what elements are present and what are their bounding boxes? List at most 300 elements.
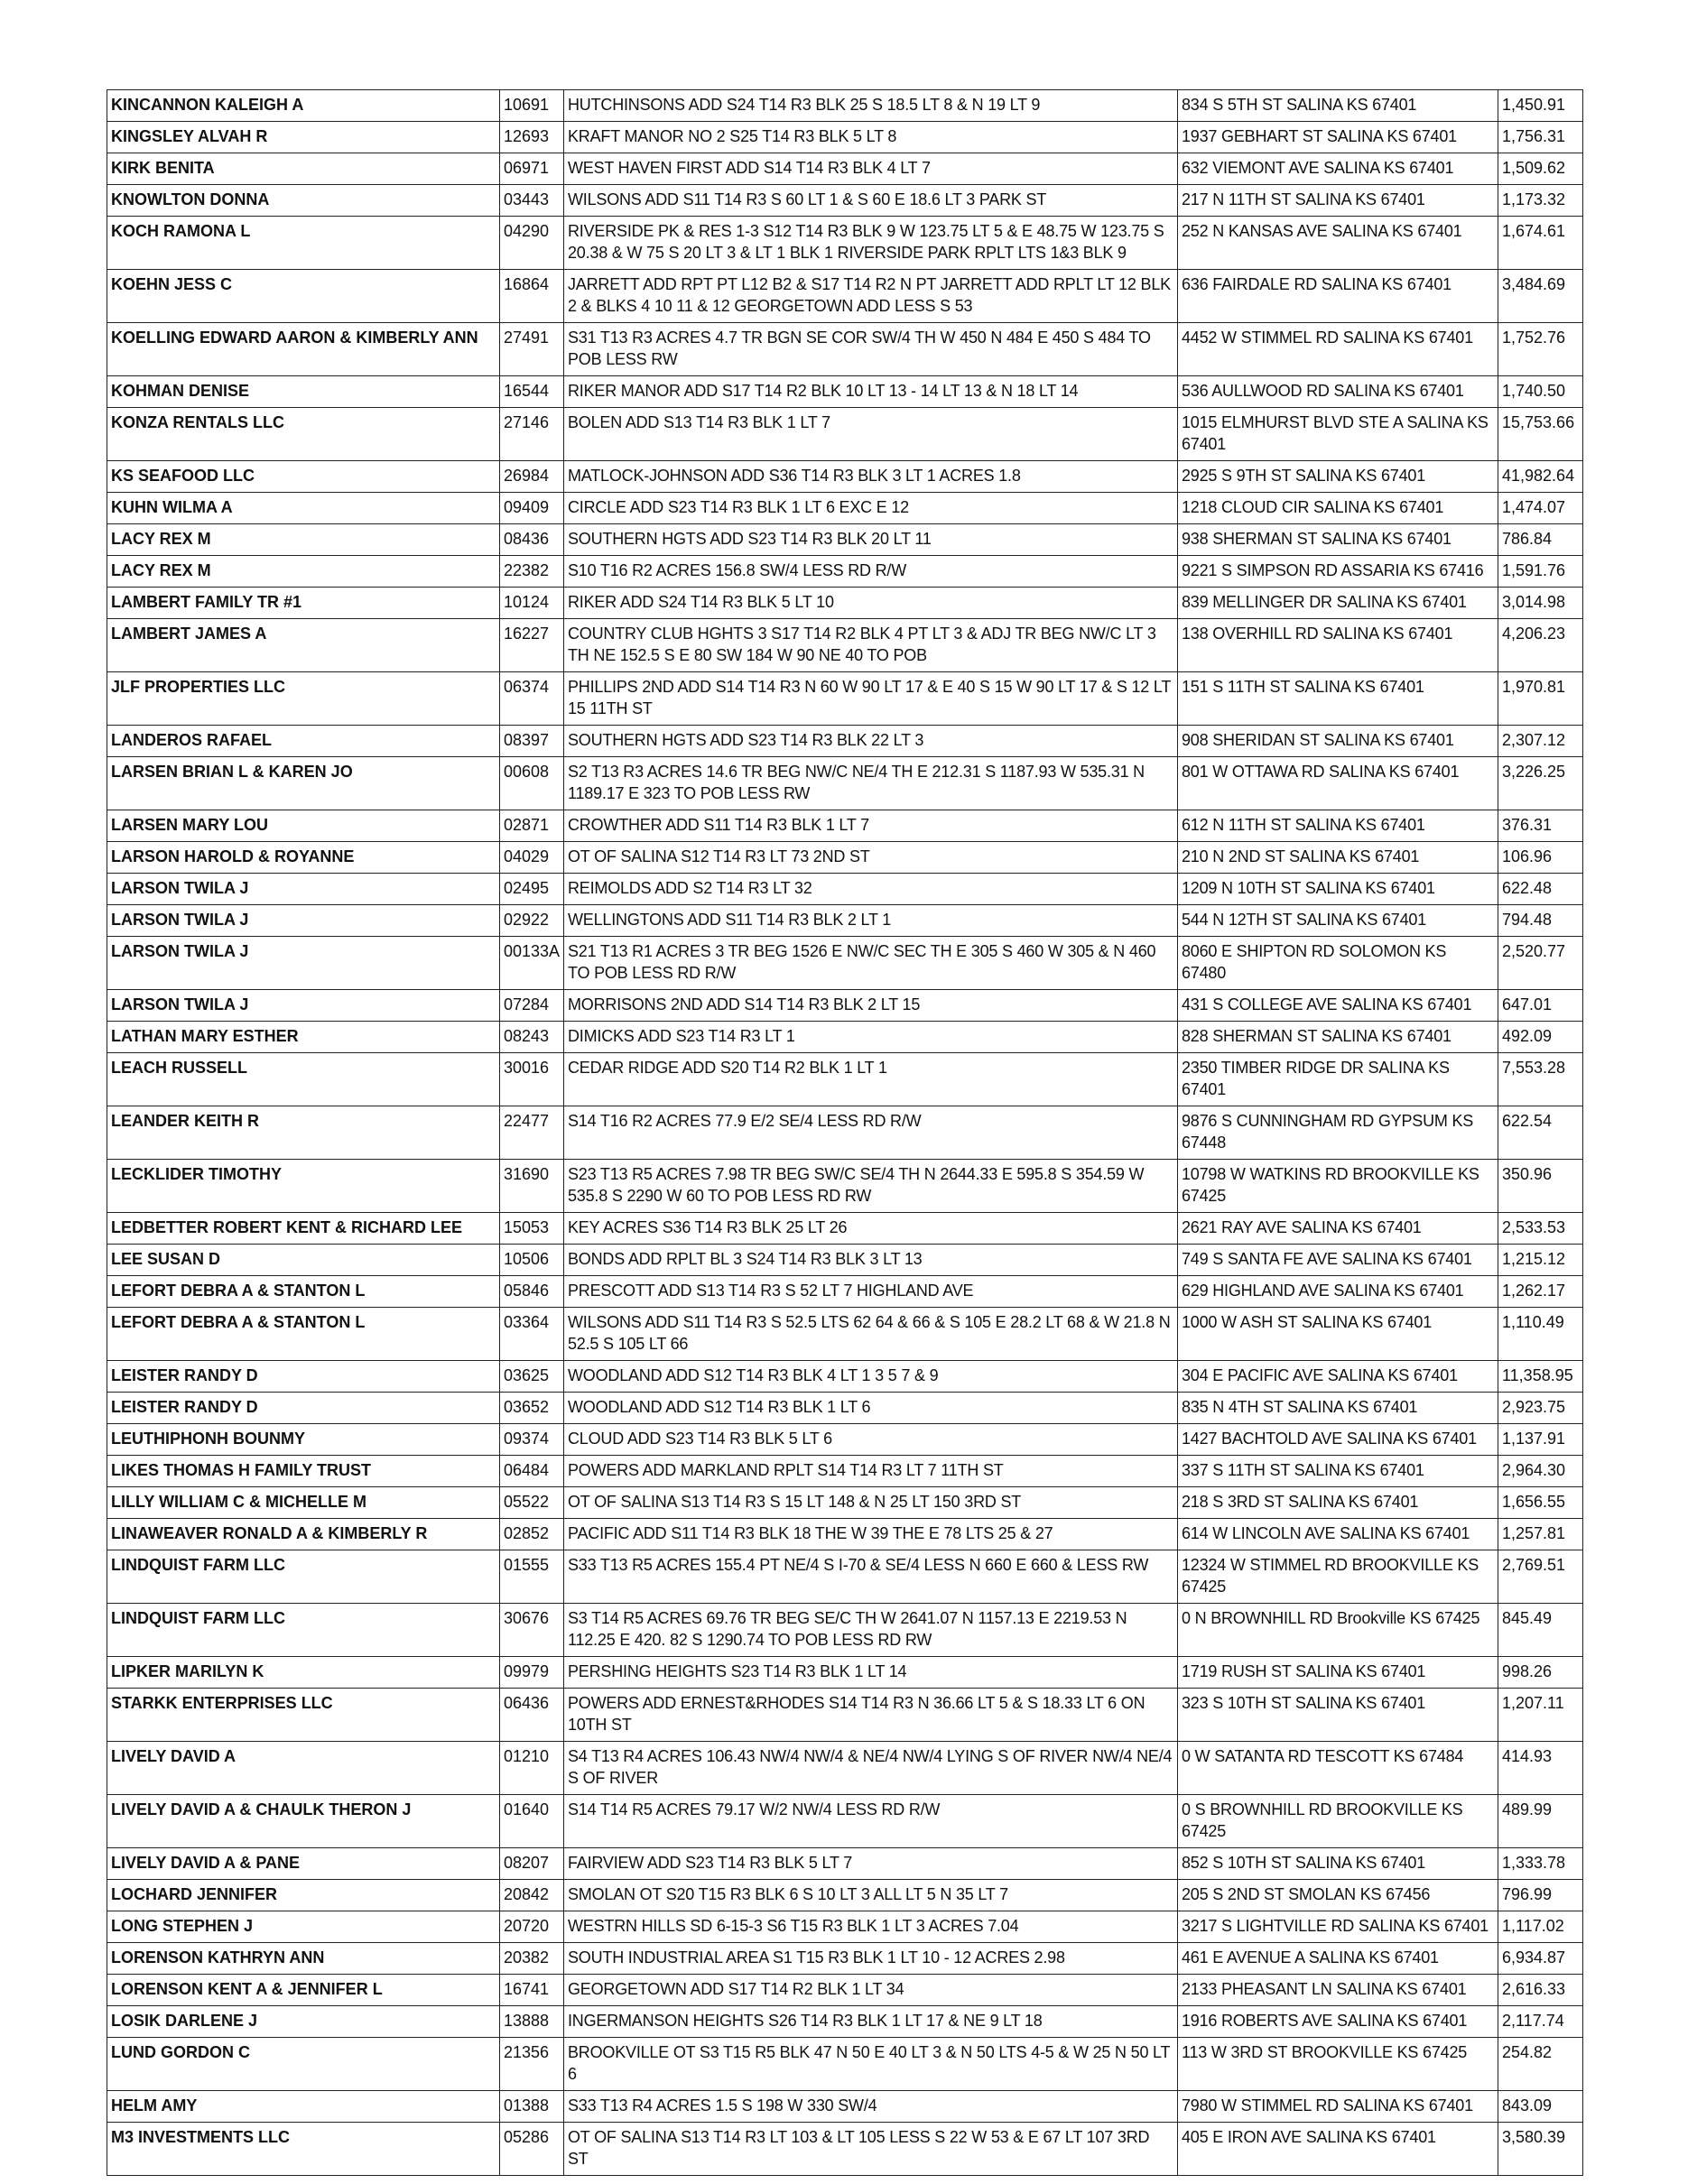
property-address-cell: 1015 ELMHURST BLVD STE A SALINA KS 67401 (1178, 408, 1498, 461)
property-address-cell: 461 E AVENUE A SALINA KS 67401 (1178, 1943, 1498, 1975)
table-row (107, 905, 1583, 937)
amount-cell: 492.09 (1498, 1022, 1583, 1053)
owner-name-cell: LOSIK DARLENE J (107, 2006, 500, 2038)
table-row (107, 323, 1583, 376)
table-row (107, 1276, 1583, 1308)
legal-description-cell: POWERS ADD MARKLAND RPLT S14 T14 R3 LT 7 11TH ST (564, 1456, 1178, 1487)
legal-description-cell: SOUTH INDUSTRIAL AREA S1 T15 R3 BLK 1 LT 10 - 12 ACRES 2.98 (564, 1943, 1178, 1975)
legal-description-cell: JARRETT ADD RPT PT L12 B2 & S17 T14 R2 N PT JARRETT ADD RPLT LT 12 BLK 2 & BLKS 4 10 11 & 12 GEORGETOWN ADD LESS S 53 (564, 270, 1178, 323)
parcel-id-cell: 06374 (500, 672, 564, 726)
legal-description-cell: S10 T16 R2 ACRES 156.8 SW/4 LESS RD R/W (564, 556, 1178, 588)
parcel-id-cell: 16864 (500, 270, 564, 323)
owner-name-cell: LATHAN MARY ESTHER (107, 1022, 500, 1053)
amount-cell: 1,117.02 (1498, 1911, 1583, 1943)
amount-cell: 1,509.62 (1498, 153, 1583, 185)
legal-description-cell: S31 T13 R3 ACRES 4.7 TR BGN SE COR SW/4 TH W 450 N 484 E 450 S 484 TO POB LESS RW (564, 323, 1178, 376)
amount-cell: 998.26 (1498, 1657, 1583, 1689)
property-address-cell: 835 N 4TH ST SALINA KS 67401 (1178, 1393, 1498, 1424)
legal-description-cell: WOODLAND ADD S12 T14 R3 BLK 1 LT 6 (564, 1393, 1178, 1424)
table-row (107, 1943, 1583, 1975)
table-row (107, 672, 1583, 726)
legal-description-cell: S23 T13 R5 ACRES 7.98 TR BEG SW/C SE/4 TH N 2644.33 E 595.8 S 354.59 W 535.8 S 2290 W 60 TO POB LESS RD RW (564, 1160, 1178, 1213)
amount-cell: 15,753.66 (1498, 408, 1583, 461)
legal-description-cell: WELLINGTONS ADD S11 T14 R3 BLK 2 LT 1 (564, 905, 1178, 937)
property-address-cell: 8060 E SHIPTON RD SOLOMON KS 67480 (1178, 937, 1498, 990)
legal-description-cell: KRAFT MANOR NO 2 S25 T14 R3 BLK 5 LT 8 (564, 122, 1178, 153)
legal-description-cell: MATLOCK-JOHNSON ADD S36 T14 R3 BLK 3 LT 1 ACRES 1.8 (564, 461, 1178, 493)
owner-name-cell: KOCH RAMONA L (107, 217, 500, 270)
legal-description-cell: GEORGETOWN ADD S17 T14 R2 BLK 1 LT 34 (564, 1975, 1178, 2006)
amount-cell: 1,591.76 (1498, 556, 1583, 588)
legal-description-cell: S4 T13 R4 ACRES 106.43 NW/4 NW/4 & NE/4 NW/4 LYING S OF RIVER NW/4 NE/4 S OF RIVER (564, 1742, 1178, 1795)
legal-description-cell: REIMOLDS ADD S2 T14 R3 LT 32 (564, 874, 1178, 905)
table-row (107, 376, 1583, 408)
legal-description-cell: BONDS ADD RPLT BL 3 S24 T14 R3 BLK 3 LT 13 (564, 1245, 1178, 1276)
owner-name-cell: LOCHARD JENNIFER (107, 1880, 500, 1911)
parcel-id-cell: 15053 (500, 1213, 564, 1245)
parcel-id-cell: 08243 (500, 1022, 564, 1053)
parcel-id-cell: 16544 (500, 376, 564, 408)
amount-cell: 1,207.11 (1498, 1689, 1583, 1742)
amount-cell: 2,964.30 (1498, 1456, 1583, 1487)
table-body (107, 90, 1583, 2176)
parcel-id-cell: 08397 (500, 726, 564, 757)
table-row (107, 1604, 1583, 1657)
parcel-id-cell: 20720 (500, 1911, 564, 1943)
legal-description-cell: SMOLAN OT S20 T15 R3 BLK 6 S 10 LT 3 ALL LT 5 N 35 LT 7 (564, 1880, 1178, 1911)
amount-cell: 1,656.55 (1498, 1487, 1583, 1519)
owner-name-cell: LARSON TWILA J (107, 937, 500, 990)
amount-cell: 786.84 (1498, 524, 1583, 556)
property-address-cell: 612 N 11TH ST SALINA KS 67401 (1178, 810, 1498, 842)
property-address-cell: 113 W 3RD ST BROOKVILLE KS 67425 (1178, 2038, 1498, 2091)
table-row (107, 1393, 1583, 1424)
parcel-id-cell: 12693 (500, 122, 564, 153)
owner-name-cell: LIPKER MARILYN K (107, 1657, 500, 1689)
property-address-cell: 138 OVERHILL RD SALINA KS 67401 (1178, 619, 1498, 672)
amount-cell: 4,206.23 (1498, 619, 1583, 672)
amount-cell: 2,117.74 (1498, 2006, 1583, 2038)
parcel-id-cell: 21356 (500, 2038, 564, 2091)
table-row (107, 1657, 1583, 1689)
amount-cell: 1,262.17 (1498, 1276, 1583, 1308)
legal-description-cell: FAIRVIEW ADD S23 T14 R3 BLK 5 LT 7 (564, 1848, 1178, 1880)
owner-name-cell: LEDBETTER ROBERT KENT & RICHARD LEE (107, 1213, 500, 1245)
amount-cell: 1,137.91 (1498, 1424, 1583, 1456)
property-address-cell: 210 N 2ND ST SALINA KS 67401 (1178, 842, 1498, 874)
owner-name-cell: KS SEAFOOD LLC (107, 461, 500, 493)
parcel-id-cell: 08436 (500, 524, 564, 556)
parcel-id-cell: 27146 (500, 408, 564, 461)
table-row (107, 2123, 1583, 2176)
property-address-cell: 431 S COLLEGE AVE SALINA KS 67401 (1178, 990, 1498, 1022)
table-row (107, 990, 1583, 1022)
legal-description-cell: WOODLAND ADD S12 T14 R3 BLK 4 LT 1 3 5 7 & 9 (564, 1361, 1178, 1393)
property-address-cell: 218 S 3RD ST SALINA KS 67401 (1178, 1487, 1498, 1519)
parcel-id-cell: 02871 (500, 810, 564, 842)
amount-cell: 622.48 (1498, 874, 1583, 905)
parcel-id-cell: 00133A (500, 937, 564, 990)
table-row (107, 1487, 1583, 1519)
property-address-cell: 304 E PACIFIC AVE SALINA KS 67401 (1178, 1361, 1498, 1393)
amount-cell: 1,215.12 (1498, 1245, 1583, 1276)
table-row (107, 757, 1583, 810)
property-address-cell: 536 AULLWOOD RD SALINA KS 67401 (1178, 376, 1498, 408)
table-row (107, 270, 1583, 323)
legal-description-cell: S33 T13 R5 ACRES 155.4 PT NE/4 S I-70 & SE/4 LESS N 660 E 660 & LESS RW (564, 1550, 1178, 1604)
parcel-id-cell: 10124 (500, 588, 564, 619)
property-address-cell: 205 S 2ND ST SMOLAN KS 67456 (1178, 1880, 1498, 1911)
amount-cell: 1,173.32 (1498, 185, 1583, 217)
table-row (107, 1308, 1583, 1361)
property-address-cell: 2133 PHEASANT LN SALINA KS 67401 (1178, 1975, 1498, 2006)
amount-cell: 843.09 (1498, 2091, 1583, 2123)
amount-cell: 2,307.12 (1498, 726, 1583, 757)
parcel-id-cell: 31690 (500, 1160, 564, 1213)
table-row (107, 842, 1583, 874)
table-row (107, 1022, 1583, 1053)
property-address-cell: 1209 N 10TH ST SALINA KS 67401 (1178, 874, 1498, 905)
owner-name-cell: LORENSON KENT A & JENNIFER L (107, 1975, 500, 2006)
table-row (107, 1742, 1583, 1795)
table-row (107, 937, 1583, 990)
owner-name-cell: LEISTER RANDY D (107, 1361, 500, 1393)
amount-cell: 1,450.91 (1498, 90, 1583, 122)
legal-description-cell: S2 T13 R3 ACRES 14.6 TR BEG NW/C NE/4 TH E 212.31 S 1187.93 W 535.31 N 1189.17 E 323 TO POB LESS RW (564, 757, 1178, 810)
legal-description-cell: WILSONS ADD S11 T14 R3 S 52.5 LTS 62 64 & 66 & S 105 E 28.2 LT 68 & W 21.8 N 52.5 S 105 LT 66 (564, 1308, 1178, 1361)
property-address-cell: 544 N 12TH ST SALINA KS 67401 (1178, 905, 1498, 937)
parcel-id-cell: 03364 (500, 1308, 564, 1361)
table-row (107, 217, 1583, 270)
amount-cell: 1,674.61 (1498, 217, 1583, 270)
property-address-cell: 1937 GEBHART ST SALINA KS 67401 (1178, 122, 1498, 153)
property-address-cell: 2925 S 9TH ST SALINA KS 67401 (1178, 461, 1498, 493)
owner-name-cell: LARSEN BRIAN L & KAREN JO (107, 757, 500, 810)
amount-cell: 1,474.07 (1498, 493, 1583, 524)
owner-name-cell: LARSON TWILA J (107, 990, 500, 1022)
property-address-cell: 10798 W WATKINS RD BROOKVILLE KS 67425 (1178, 1160, 1498, 1213)
property-address-cell: 801 W OTTAWA RD SALINA KS 67401 (1178, 757, 1498, 810)
parcel-id-cell: 30676 (500, 1604, 564, 1657)
parcel-id-cell: 16741 (500, 1975, 564, 2006)
owner-name-cell: LEUTHIPHONH BOUNMY (107, 1424, 500, 1456)
table-row (107, 493, 1583, 524)
owner-name-cell: KONZA RENTALS LLC (107, 408, 500, 461)
parcel-id-cell: 26984 (500, 461, 564, 493)
amount-cell: 2,520.77 (1498, 937, 1583, 990)
legal-description-cell: S14 T14 R5 ACRES 79.17 W/2 NW/4 LESS RD R/W (564, 1795, 1178, 1848)
amount-cell: 2,923.75 (1498, 1393, 1583, 1424)
table-row (107, 1213, 1583, 1245)
amount-cell: 794.48 (1498, 905, 1583, 937)
legal-description-cell: S21 T13 R1 ACRES 3 TR BEG 1526 E NW/C SEC TH E 305 S 460 W 305 & N 460 TO POB LESS RD R/W (564, 937, 1178, 990)
table-row (107, 1424, 1583, 1456)
amount-cell: 845.49 (1498, 1604, 1583, 1657)
table-row (107, 185, 1583, 217)
amount-cell: 11,358.95 (1498, 1361, 1583, 1393)
parcel-id-cell: 22382 (500, 556, 564, 588)
table-row (107, 1106, 1583, 1160)
amount-cell: 6,934.87 (1498, 1943, 1583, 1975)
property-address-cell: 629 HIGHLAND AVE SALINA KS 67401 (1178, 1276, 1498, 1308)
amount-cell: 489.99 (1498, 1795, 1583, 1848)
owner-name-cell: KOEHN JESS C (107, 270, 500, 323)
legal-description-cell: CEDAR RIDGE ADD S20 T14 R2 BLK 1 LT 1 (564, 1053, 1178, 1106)
table-row (107, 1160, 1583, 1213)
parcel-id-cell: 05286 (500, 2123, 564, 2176)
property-address-cell: 614 W LINCOLN AVE SALINA KS 67401 (1178, 1519, 1498, 1550)
parcel-id-cell: 09409 (500, 493, 564, 524)
legal-description-cell: OT OF SALINA S13 T14 R3 S 15 LT 148 & N 25 LT 150 3RD ST (564, 1487, 1178, 1519)
owner-name-cell: LONG STEPHEN J (107, 1911, 500, 1943)
owner-name-cell: KOHMAN DENISE (107, 376, 500, 408)
property-address-cell: 9221 S SIMPSON RD ASSARIA KS 67416 (1178, 556, 1498, 588)
parcel-id-cell: 00608 (500, 757, 564, 810)
parcel-id-cell: 06436 (500, 1689, 564, 1742)
owner-name-cell: HELM AMY (107, 2091, 500, 2123)
parcel-id-cell: 13888 (500, 2006, 564, 2038)
property-address-cell: 1000 W ASH ST SALINA KS 67401 (1178, 1308, 1498, 1361)
amount-cell: 2,769.51 (1498, 1550, 1583, 1604)
owner-name-cell: LIKES THOMAS H FAMILY TRUST (107, 1456, 500, 1487)
amount-cell: 2,616.33 (1498, 1975, 1583, 2006)
table-row (107, 1689, 1583, 1742)
owner-name-cell: LAMBERT JAMES A (107, 619, 500, 672)
legal-description-cell: OT OF SALINA S13 T14 R3 LT 103 & LT 105 LESS S 22 W 53 & E 67 LT 107 3RD ST (564, 2123, 1178, 2176)
delinquent-tax-table (107, 89, 1583, 2176)
parcel-id-cell: 01210 (500, 1742, 564, 1795)
amount-cell: 647.01 (1498, 990, 1583, 1022)
property-address-cell: 828 SHERMAN ST SALINA KS 67401 (1178, 1022, 1498, 1053)
owner-name-cell: KNOWLTON DONNA (107, 185, 500, 217)
owner-name-cell: LEE SUSAN D (107, 1245, 500, 1276)
table-row (107, 1550, 1583, 1604)
parcel-id-cell: 07284 (500, 990, 564, 1022)
amount-cell: 3,484.69 (1498, 270, 1583, 323)
amount-cell: 3,226.25 (1498, 757, 1583, 810)
owner-name-cell: KINCANNON KALEIGH A (107, 90, 500, 122)
parcel-id-cell: 02495 (500, 874, 564, 905)
table-row (107, 122, 1583, 153)
parcel-id-cell: 30016 (500, 1053, 564, 1106)
table-row (107, 524, 1583, 556)
owner-name-cell: M3 INVESTMENTS LLC (107, 2123, 500, 2176)
amount-cell: 414.93 (1498, 1742, 1583, 1795)
property-address-cell: 938 SHERMAN ST SALINA KS 67401 (1178, 524, 1498, 556)
legal-description-cell: BOLEN ADD S13 T14 R3 BLK 1 LT 7 (564, 408, 1178, 461)
amount-cell: 1,110.49 (1498, 1308, 1583, 1361)
amount-cell: 350.96 (1498, 1160, 1583, 1213)
table-row (107, 408, 1583, 461)
table-row (107, 1456, 1583, 1487)
parcel-id-cell: 06484 (500, 1456, 564, 1487)
legal-description-cell: DIMICKS ADD S23 T14 R3 LT 1 (564, 1022, 1178, 1053)
property-address-cell: 12324 W STIMMEL RD BROOKVILLE KS 67425 (1178, 1550, 1498, 1604)
table-row (107, 556, 1583, 588)
owner-name-cell: LECKLIDER TIMOTHY (107, 1160, 500, 1213)
property-address-cell: 636 FAIRDALE RD SALINA KS 67401 (1178, 270, 1498, 323)
parcel-id-cell: 20382 (500, 1943, 564, 1975)
amount-cell: 1,740.50 (1498, 376, 1583, 408)
legal-description-cell: INGERMANSON HEIGHTS S26 T14 R3 BLK 1 LT 17 & NE 9 LT 18 (564, 2006, 1178, 2038)
parcel-id-cell: 10691 (500, 90, 564, 122)
table-row (107, 2091, 1583, 2123)
legal-description-cell: COUNTRY CLUB HGHTS 3 S17 T14 R2 BLK 4 PT LT 3 & ADJ TR BEG NW/C LT 3 TH NE 152.5 S E 80 SW 184 W 90 NE 40 TO POB (564, 619, 1178, 672)
table-row (107, 726, 1583, 757)
owner-name-cell: LAMBERT FAMILY TR #1 (107, 588, 500, 619)
legal-description-cell: S14 T16 R2 ACRES 77.9 E/2 SE/4 LESS RD R/W (564, 1106, 1178, 1160)
owner-name-cell: LIVELY DAVID A & PANE (107, 1848, 500, 1880)
table-row (107, 810, 1583, 842)
amount-cell: 2,533.53 (1498, 1213, 1583, 1245)
property-address-cell: 2621 RAY AVE SALINA KS 67401 (1178, 1213, 1498, 1245)
legal-description-cell: RIKER MANOR ADD S17 T14 R2 BLK 10 LT 13 - 14 LT 13 & N 18 LT 14 (564, 376, 1178, 408)
owner-name-cell: JLF PROPERTIES LLC (107, 672, 500, 726)
property-address-cell: 0 W SATANTA RD TESCOTT KS 67484 (1178, 1742, 1498, 1795)
legal-description-cell: MORRISONS 2ND ADD S14 T14 R3 BLK 2 LT 15 (564, 990, 1178, 1022)
parcel-id-cell: 08207 (500, 1848, 564, 1880)
amount-cell: 3,580.39 (1498, 2123, 1583, 2176)
parcel-id-cell: 04029 (500, 842, 564, 874)
table-row (107, 1245, 1583, 1276)
property-address-cell: 3217 S LIGHTVILLE RD SALINA KS 67401 (1178, 1911, 1498, 1943)
table-row (107, 1975, 1583, 2006)
owner-name-cell: LINDQUIST FARM LLC (107, 1604, 500, 1657)
amount-cell: 254.82 (1498, 2038, 1583, 2091)
amount-cell: 1,752.76 (1498, 323, 1583, 376)
property-address-cell: 4452 W STIMMEL RD SALINA KS 67401 (1178, 323, 1498, 376)
parcel-id-cell: 05522 (500, 1487, 564, 1519)
legal-description-cell: SOUTHERN HGTS ADD S23 T14 R3 BLK 22 LT 3 (564, 726, 1178, 757)
property-address-cell: 839 MELLINGER DR SALINA KS 67401 (1178, 588, 1498, 619)
owner-name-cell: LACY REX M (107, 556, 500, 588)
amount-cell: 7,553.28 (1498, 1053, 1583, 1106)
parcel-id-cell: 03652 (500, 1393, 564, 1424)
table-row (107, 619, 1583, 672)
property-address-cell: 1719 RUSH ST SALINA KS 67401 (1178, 1657, 1498, 1689)
owner-name-cell: LARSON TWILA J (107, 905, 500, 937)
parcel-id-cell: 27491 (500, 323, 564, 376)
amount-cell: 1,257.81 (1498, 1519, 1583, 1550)
legal-description-cell: BROOKVILLE OT S3 T15 R5 BLK 47 N 50 E 40 LT 3 & N 50 LTS 4-5 & W 25 N 50 LT 6 (564, 2038, 1178, 2091)
owner-name-cell: LEFORT DEBRA A & STANTON L (107, 1276, 500, 1308)
owner-name-cell: LIVELY DAVID A (107, 1742, 500, 1795)
parcel-id-cell: 05846 (500, 1276, 564, 1308)
owner-name-cell: LARSON TWILA J (107, 874, 500, 905)
owner-name-cell: LARSON HAROLD & ROYANNE (107, 842, 500, 874)
owner-name-cell: STARKK ENTERPRISES LLC (107, 1689, 500, 1742)
legal-description-cell: PERSHING HEIGHTS S23 T14 R3 BLK 1 LT 14 (564, 1657, 1178, 1689)
property-address-cell: 908 SHERIDAN ST SALINA KS 67401 (1178, 726, 1498, 757)
legal-description-cell: S3 T14 R5 ACRES 69.76 TR BEG SE/C TH W 2641.07 N 1157.13 E 2219.53 N 112.25 E 420. 82 S 1290.74 TO POB LESS RD RW (564, 1604, 1178, 1657)
parcel-id-cell: 03625 (500, 1361, 564, 1393)
table-row (107, 1053, 1583, 1106)
amount-cell: 376.31 (1498, 810, 1583, 842)
owner-name-cell: KINGSLEY ALVAH R (107, 122, 500, 153)
legal-description-cell: CLOUD ADD S23 T14 R3 BLK 5 LT 6 (564, 1424, 1178, 1456)
legal-description-cell: PRESCOTT ADD S13 T14 R3 S 52 LT 7 HIGHLAND AVE (564, 1276, 1178, 1308)
property-address-cell: 252 N KANSAS AVE SALINA KS 67401 (1178, 217, 1498, 270)
property-address-cell: 0 S BROWNHILL RD BROOKVILLE KS 67425 (1178, 1795, 1498, 1848)
table-row (107, 1911, 1583, 1943)
owner-name-cell: LEFORT DEBRA A & STANTON L (107, 1308, 500, 1361)
table-row (107, 461, 1583, 493)
table-row (107, 90, 1583, 122)
amount-cell: 1,333.78 (1498, 1848, 1583, 1880)
legal-description-cell: WESTRN HILLS SD 6-15-3 S6 T15 R3 BLK 1 LT 3 ACRES 7.04 (564, 1911, 1178, 1943)
property-address-cell: 9876 S CUNNINGHAM RD GYPSUM KS 67448 (1178, 1106, 1498, 1160)
owner-name-cell: LARSEN MARY LOU (107, 810, 500, 842)
parcel-id-cell: 09374 (500, 1424, 564, 1456)
amount-cell: 41,982.64 (1498, 461, 1583, 493)
property-address-cell: 749 S SANTA FE AVE SALINA KS 67401 (1178, 1245, 1498, 1276)
property-address-cell: 0 N BROWNHILL RD Brookville KS 67425 (1178, 1604, 1498, 1657)
legal-description-cell: CROWTHER ADD S11 T14 R3 BLK 1 LT 7 (564, 810, 1178, 842)
legal-description-cell: SOUTHERN HGTS ADD S23 T14 R3 BLK 20 LT 11 (564, 524, 1178, 556)
property-address-cell: 1916 ROBERTS AVE SALINA KS 67401 (1178, 2006, 1498, 2038)
legal-description-cell: WEST HAVEN FIRST ADD S14 T14 R3 BLK 4 LT 7 (564, 153, 1178, 185)
owner-name-cell: LACY REX M (107, 524, 500, 556)
legal-description-cell: PHILLIPS 2ND ADD S14 T14 R3 N 60 W 90 LT 17 & E 40 S 15 W 90 LT 17 & S 12 LT 15 11TH ST (564, 672, 1178, 726)
owner-name-cell: KIRK BENITA (107, 153, 500, 185)
legal-description-cell: RIKER ADD S24 T14 R3 BLK 5 LT 10 (564, 588, 1178, 619)
property-address-cell: 217 N 11TH ST SALINA KS 67401 (1178, 185, 1498, 217)
property-address-cell: 1218 CLOUD CIR SALINA KS 67401 (1178, 493, 1498, 524)
property-address-cell: 405 E IRON AVE SALINA KS 67401 (1178, 2123, 1498, 2176)
table-row (107, 874, 1583, 905)
parcel-id-cell: 22477 (500, 1106, 564, 1160)
table-row (107, 2006, 1583, 2038)
property-address-cell: 1427 BACHTOLD AVE SALINA KS 67401 (1178, 1424, 1498, 1456)
property-address-cell: 7980 W STIMMEL RD SALINA KS 67401 (1178, 2091, 1498, 2123)
owner-name-cell: LINAWEAVER RONALD A & KIMBERLY R (107, 1519, 500, 1550)
parcel-id-cell: 16227 (500, 619, 564, 672)
parcel-id-cell: 20842 (500, 1880, 564, 1911)
amount-cell: 622.54 (1498, 1106, 1583, 1160)
owner-name-cell: LIVELY DAVID A & CHAULK THERON J (107, 1795, 500, 1848)
parcel-id-cell: 02922 (500, 905, 564, 937)
amount-cell: 796.99 (1498, 1880, 1583, 1911)
table-row (107, 1361, 1583, 1393)
owner-name-cell: LILLY WILLIAM C & MICHELLE M (107, 1487, 500, 1519)
table-row (107, 153, 1583, 185)
owner-name-cell: LEISTER RANDY D (107, 1393, 500, 1424)
property-address-cell: 323 S 10TH ST SALINA KS 67401 (1178, 1689, 1498, 1742)
owner-name-cell: LUND GORDON C (107, 2038, 500, 2091)
parcel-id-cell: 06971 (500, 153, 564, 185)
parcel-id-cell: 01640 (500, 1795, 564, 1848)
table-row (107, 1848, 1583, 1880)
legal-description-cell: CIRCLE ADD S23 T14 R3 BLK 1 LT 6 EXC E 12 (564, 493, 1178, 524)
legal-description-cell: HUTCHINSONS ADD S24 T14 R3 BLK 25 S 18.5 LT 8 & N 19 LT 9 (564, 90, 1178, 122)
legal-description-cell: S33 T13 R4 ACRES 1.5 S 198 W 330 SW/4 (564, 2091, 1178, 2123)
owner-name-cell: LINDQUIST FARM LLC (107, 1550, 500, 1604)
amount-cell: 3,014.98 (1498, 588, 1583, 619)
property-address-cell: 151 S 11TH ST SALINA KS 67401 (1178, 672, 1498, 726)
amount-cell: 1,756.31 (1498, 122, 1583, 153)
legal-description-cell: OT OF SALINA S12 T14 R3 LT 73 2ND ST (564, 842, 1178, 874)
table-row (107, 1795, 1583, 1848)
amount-cell: 106.96 (1498, 842, 1583, 874)
property-address-cell: 337 S 11TH ST SALINA KS 67401 (1178, 1456, 1498, 1487)
legal-description-cell: POWERS ADD ERNEST&RHODES S14 T14 R3 N 36.66 LT 5 & S 18.33 LT 6 ON 10TH ST (564, 1689, 1178, 1742)
amount-cell: 1,970.81 (1498, 672, 1583, 726)
owner-name-cell: KUHN WILMA A (107, 493, 500, 524)
table-row (107, 1880, 1583, 1911)
legal-description-cell: PACIFIC ADD S11 T14 R3 BLK 18 THE W 39 THE E 78 LTS 25 & 27 (564, 1519, 1178, 1550)
legal-description-cell: WILSONS ADD S11 T14 R3 S 60 LT 1 & S 60 E 18.6 LT 3 PARK ST (564, 185, 1178, 217)
property-address-cell: 2350 TIMBER RIDGE DR SALINA KS 67401 (1178, 1053, 1498, 1106)
